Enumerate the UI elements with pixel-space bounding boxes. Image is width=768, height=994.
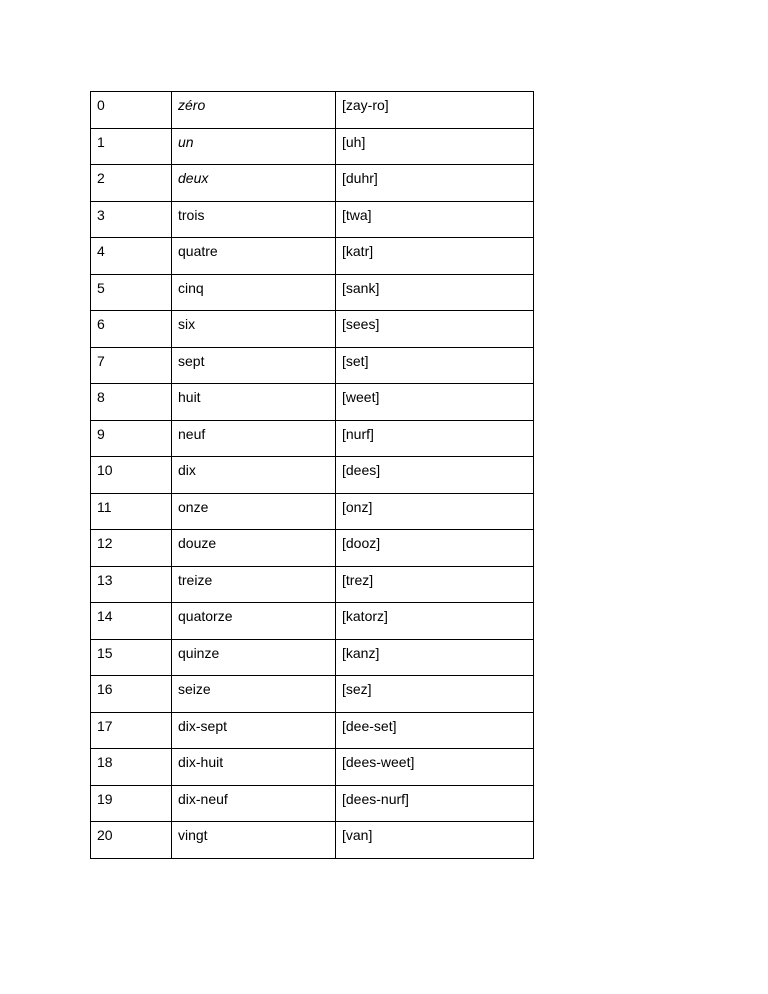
french-word-cell (172, 420, 336, 457)
french-word-cell-text: dix-sept (178, 717, 228, 734)
french-word-cell (172, 311, 336, 348)
number-cell (91, 603, 172, 640)
pronunciation-cell-text: [katorz] (342, 608, 388, 624)
table-row (91, 566, 534, 603)
french-word-cell-text: quinze (178, 644, 220, 661)
pronunciation-cell-text: [onz] (342, 498, 373, 515)
number-cell (91, 347, 172, 384)
pronunciation-cell-text: [sez] (342, 681, 372, 697)
pronunciation-cell (336, 457, 534, 494)
number-cell-text: 2 (97, 170, 105, 186)
pronunciation-cell-text: [katr] (342, 243, 374, 259)
number-cell-text: 17 (97, 717, 113, 734)
number-cell (91, 274, 172, 311)
pronunciation-cell-text: [duhr] (342, 170, 378, 186)
pronunciation-cell (336, 311, 534, 348)
number-cell (91, 566, 172, 603)
number-cell-text: 6 (97, 316, 105, 332)
table-row (91, 749, 534, 786)
numbers-table-body (91, 92, 534, 859)
number-cell-text: 5 (97, 279, 105, 296)
table-row (91, 530, 534, 567)
pronunciation-cell-text: [dees-nurf] (342, 790, 409, 807)
numbers-table (90, 91, 534, 859)
pronunciation-cell-text: [set] (342, 352, 369, 369)
pronunciation-cell-text: [trez] (342, 571, 374, 588)
french-word-cell (172, 92, 336, 129)
pronunciation-cell-text: [uh] (342, 133, 366, 150)
number-cell-text: 18 (97, 754, 113, 770)
french-word-cell (172, 749, 336, 786)
french-word-cell (172, 347, 336, 384)
french-word-cell-text: vingt (178, 827, 208, 843)
pronunciation-cell (336, 566, 534, 603)
french-word-cell (172, 201, 336, 238)
table-row (91, 201, 534, 238)
number-cell (91, 493, 172, 530)
french-word-cell-text: huit (178, 389, 201, 405)
french-word-cell (172, 165, 336, 202)
pronunciation-cell (336, 749, 534, 786)
table-row (91, 92, 534, 129)
number-cell (91, 201, 172, 238)
number-cell-text: 13 (97, 571, 113, 588)
number-cell (91, 165, 172, 202)
pronunciation-cell-text: [nurf] (342, 425, 374, 442)
number-cell (91, 712, 172, 749)
pronunciation-cell-text: [dees-weet] (342, 754, 415, 770)
french-word-cell (172, 822, 336, 859)
pronunciation-cell-text: [twa] (342, 206, 372, 223)
pronunciation-cell (336, 274, 534, 311)
number-cell-text: 14 (97, 608, 113, 624)
number-cell-text: 10 (97, 462, 113, 478)
french-word-cell (172, 676, 336, 713)
french-word-cell-text: douze (178, 535, 217, 551)
number-cell-text: 20 (97, 827, 113, 843)
table-row (91, 676, 534, 713)
table-row (91, 822, 534, 859)
french-word-cell (172, 457, 336, 494)
number-cell (91, 457, 172, 494)
french-word-cell (172, 712, 336, 749)
pronunciation-cell-text: [sank] (342, 279, 380, 296)
number-cell (91, 822, 172, 859)
pronunciation-cell-text: [dee-set] (342, 717, 397, 734)
french-word-cell-text: zéro (178, 97, 206, 113)
french-word-cell (172, 785, 336, 822)
table-row (91, 420, 534, 457)
french-word-cell-text: sept (178, 352, 205, 369)
number-cell-text: 15 (97, 644, 113, 661)
french-word-cell (172, 274, 336, 311)
french-word-cell-text: seize (178, 681, 211, 697)
french-word-cell (172, 128, 336, 165)
pronunciation-cell (336, 603, 534, 640)
pronunciation-cell-text: [dooz] (342, 535, 381, 551)
pronunciation-cell-text: [kanz] (342, 644, 380, 661)
pronunciation-cell (336, 165, 534, 202)
number-cell (91, 639, 172, 676)
french-word-cell (172, 493, 336, 530)
table-row (91, 785, 534, 822)
french-word-cell (172, 639, 336, 676)
number-cell-text: 19 (97, 790, 113, 807)
number-cell-text: 11 (97, 498, 112, 515)
pronunciation-cell-text: [weet] (342, 389, 380, 405)
pronunciation-cell (336, 347, 534, 384)
table-row (91, 274, 534, 311)
number-cell (91, 676, 172, 713)
number-cell-text: 8 (97, 389, 105, 405)
number-cell (91, 311, 172, 348)
pronunciation-cell (336, 92, 534, 129)
pronunciation-cell (336, 639, 534, 676)
table-row (91, 712, 534, 749)
pronunciation-cell (336, 420, 534, 457)
french-word-cell (172, 603, 336, 640)
pronunciation-cell-text: [dees] (342, 462, 381, 478)
french-word-cell-text: un (178, 133, 194, 150)
french-word-cell-text: six (178, 316, 196, 332)
table-row (91, 311, 534, 348)
french-word-cell (172, 530, 336, 567)
number-cell-text: 12 (97, 535, 113, 551)
number-cell (91, 749, 172, 786)
table-row (91, 128, 534, 165)
number-cell-text: 9 (97, 425, 105, 442)
french-word-cell (172, 238, 336, 275)
number-cell (91, 785, 172, 822)
table-row (91, 457, 534, 494)
french-word-cell-text: dix-neuf (178, 790, 228, 807)
french-word-cell-text: trois (178, 206, 205, 223)
french-word-cell (172, 566, 336, 603)
pronunciation-cell (336, 822, 534, 859)
number-cell-text: 7 (97, 352, 105, 369)
table-row (91, 347, 534, 384)
number-cell (91, 128, 172, 165)
number-cell-text: 4 (97, 243, 105, 259)
number-cell (91, 420, 172, 457)
french-word-cell-text: quatre (178, 243, 218, 259)
pronunciation-cell (336, 676, 534, 713)
pronunciation-cell (336, 530, 534, 567)
french-word-cell-text: quatorze (178, 608, 233, 624)
french-word-cell-text: deux (178, 170, 209, 186)
french-word-cell-text: neuf (178, 425, 206, 442)
table-row (91, 493, 534, 530)
french-word-cell-text: onze (178, 498, 209, 515)
french-word-cell-text: treize (178, 571, 213, 588)
pronunciation-cell-text: [van] (342, 827, 373, 843)
table-row (91, 639, 534, 676)
number-cell-text: 1 (97, 133, 105, 150)
pronunciation-cell (336, 238, 534, 275)
french-word-cell-text: dix-huit (178, 754, 224, 770)
number-cell-text: 16 (97, 681, 113, 697)
pronunciation-cell (336, 785, 534, 822)
pronunciation-cell (336, 201, 534, 238)
number-cell (91, 384, 172, 421)
french-word-cell (172, 384, 336, 421)
pronunciation-cell (336, 128, 534, 165)
number-cell-text: 3 (97, 206, 105, 223)
pronunciation-cell-text: [zay-ro] (342, 97, 389, 113)
number-cell (91, 530, 172, 567)
table-row (91, 238, 534, 275)
table-row (91, 603, 534, 640)
pronunciation-cell (336, 712, 534, 749)
number-cell (91, 238, 172, 275)
pronunciation-cell-text: [sees] (342, 316, 380, 332)
number-cell (91, 92, 172, 129)
number-cell-text: 0 (97, 97, 105, 113)
pronunciation-cell (336, 384, 534, 421)
pronunciation-cell (336, 493, 534, 530)
table-row (91, 384, 534, 421)
french-word-cell-text: cinq (178, 279, 204, 296)
french-word-cell-text: dix (178, 462, 196, 478)
table-row (91, 165, 534, 202)
